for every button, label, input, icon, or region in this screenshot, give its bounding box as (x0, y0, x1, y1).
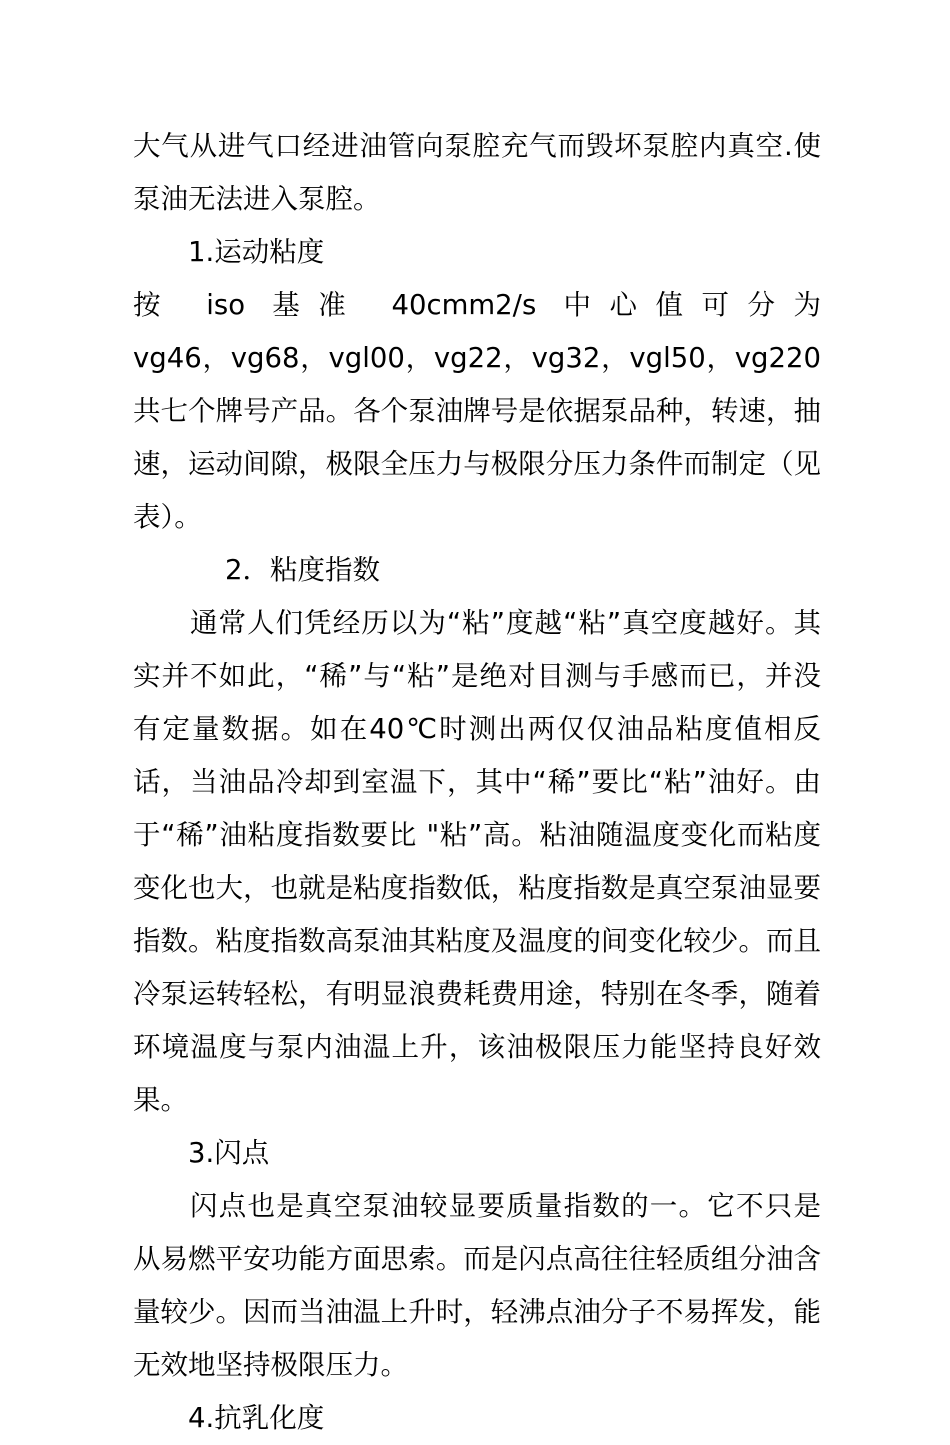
viscosity-index-paragraph: 通常人们凭经历以为“粘”度越“粘”真空度越好。其实并不如此，“稀”与“粘”是绝对目测与手感而已，并没有定量数据。如在40℃时测出两仅仅油品粘度值相反话，当油品冷却到室温下，其中“稀”要比“粘”油好。由于“稀”油粘度指数要比 "粘”高。粘油随温度变化而粘度变化也大，也就是粘度指数低，粘度指数是真空泵油显要指数。粘度指数高泵油其粘度及温度的间变化较少。而且冷泵运转轻松，有明显浪费耗费用途，特别在冬季，随着环境温度与泵内油温上升，该油极限压力能坚持良好效果。 (133, 607, 821, 1116)
kinematic-viscosity-paragraph: vg46，vg68，vgl00，vg22，vg32，vgl50，vg220 共七个牌号产品。各个泵油牌号是依据泵品种，转速，抽速，运动间隙，极限全压力与极限分压力条件而制定（见表）。 (133, 342, 821, 533)
heading-flash-point: 3.闪点 (188, 1137, 270, 1169)
heading-viscosity-index: 2．粘度指数 (225, 554, 380, 586)
heading-kinematic-viscosity: 1.运动粘度 (188, 236, 325, 268)
flash-point-paragraph: 闪点也是真空泵油较显要质量指数的一。它不只是从易燃平安功能方面思索。而是闪点高往往轻质组分油含量较少。因而当油温上升时，轻沸点油分子不易挥发，能无效地坚持极限压力。 (133, 1190, 821, 1381)
heading-demulsibility: 4.抗乳化度 (188, 1402, 325, 1434)
kinematic-viscosity-lead-line-text: 按 iso 基准 40cmm2/s 中心值可分为 (133, 289, 821, 321)
kinematic-viscosity-lead-line (133, 279, 821, 332)
intro-paragraph: 大气从进气口经进油管向泵腔充气而毁坏泵腔内真空.使泵油无法进入泵腔。 (133, 130, 821, 215)
document-text-body (133, 120, 821, 1445)
